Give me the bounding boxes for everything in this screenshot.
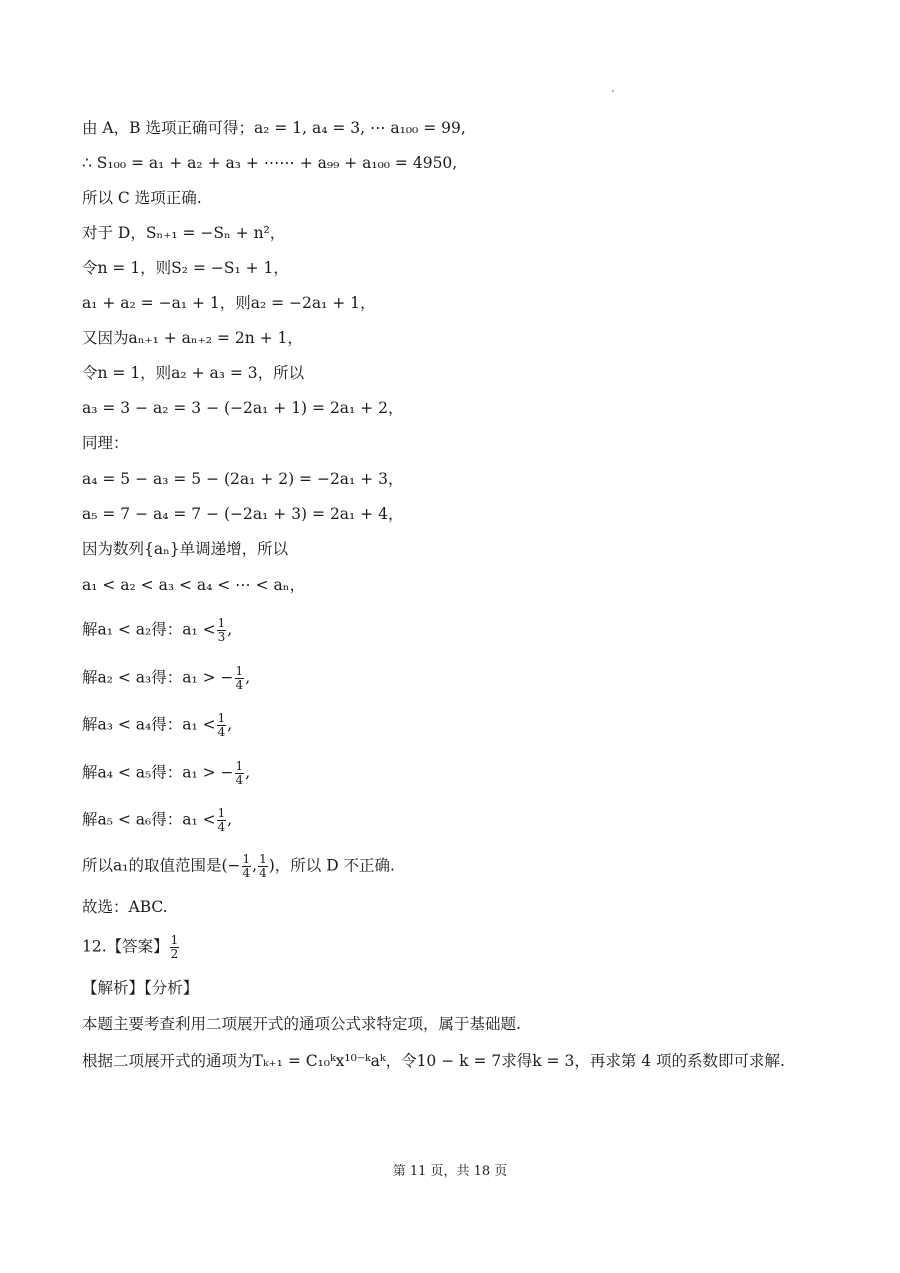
- scan-speck: [612, 90, 614, 92]
- fraction-numerator: 1: [217, 806, 226, 820]
- fraction-denominator: 4: [235, 773, 244, 787]
- analysis-header: 【解析】【分析】: [82, 979, 199, 997]
- text-line: 同理：: [82, 434, 129, 452]
- solve-prefix: 解a₃ < a₄得：a₁ <: [82, 715, 216, 734]
- text-line: 令n = 1，则a₂ + a₃ = 3，所以: [82, 364, 305, 382]
- fraction-denominator: 2: [170, 947, 179, 961]
- fraction: [217, 807, 227, 834]
- fraction: [235, 760, 245, 787]
- solve-line: [82, 807, 232, 834]
- text-line: 令n = 1，则S₂ = −S₁ + 1，: [82, 259, 289, 277]
- fraction: [258, 853, 268, 880]
- solve-line: [82, 665, 250, 692]
- solve-line: [82, 712, 232, 739]
- question-12-answer: [82, 934, 180, 961]
- solve-prefix: 解a₁ < a₂得：a₁ <: [82, 620, 216, 639]
- fraction-numerator: 1: [259, 852, 267, 866]
- analysis-text: 本题主要考查利用二项展开式的通项公式求特定项，属于基础题.: [82, 1015, 521, 1033]
- page-footer: 第 11 页，共 18 页: [392, 1164, 508, 1179]
- solve-suffix: ,: [245, 668, 251, 687]
- fraction: [217, 617, 227, 644]
- solve-suffix: ,: [227, 715, 233, 734]
- text-line: 由 A，B 选项正确可得；a₂ = 1, a₄ = 3, ⋯ a₁₀₀ = 99,: [82, 119, 466, 137]
- solve-suffix: ,: [227, 620, 233, 639]
- solve-suffix: ,: [227, 810, 233, 829]
- solve-prefix: 解a₅ < a₆得：a₁ <: [82, 810, 216, 829]
- fraction-denominator: 4: [235, 678, 244, 692]
- fraction-denominator: 4: [242, 866, 251, 880]
- text-line: 因为数列{aₙ}单调递增，所以: [82, 540, 289, 558]
- text-line: a₁ + a₂ = −a₁ + 1，则a₂ = −2a₁ + 1，: [82, 294, 376, 312]
- analysis-text: 根据二项展开式的通项为Tₖ₊₁ = C₁₀ᵏx¹⁰⁻ᵏaᵏ，令10 − k = 7求得k = 3，再求第 4 项的系数即可求解.: [82, 1052, 785, 1070]
- fraction-denominator: 3: [217, 630, 226, 644]
- fraction-numerator: 1: [217, 616, 226, 630]
- solve-suffix: ,: [245, 763, 251, 782]
- solve-prefix: 解a₄ < a₅得：a₁ > −: [82, 763, 234, 782]
- range-prefix: 所以a₁的取值范围是(−: [82, 856, 241, 875]
- fraction-numerator: 1: [170, 933, 179, 947]
- text-line: 又因为aₙ₊₁ + aₙ₊₂ = 2n + 1，: [82, 329, 303, 347]
- range-suffix: )，所以 D 不正确.: [268, 856, 395, 875]
- solve-prefix: 解a₂ < a₃得：a₁ > −: [82, 668, 234, 687]
- text-line: a₁ < a₂ < a₃ < a₄ < ⋯ < aₙ，: [82, 576, 305, 594]
- fraction: [170, 934, 180, 961]
- fraction-denominator: 4: [217, 725, 226, 739]
- text-line: a₃ = 3 − a₂ = 3 − (−2a₁ + 1) = 2a₁ + 2，: [82, 399, 404, 417]
- answer-label: 12.【答案】: [82, 937, 169, 956]
- fraction-denominator: 4: [259, 866, 267, 880]
- fraction-numerator: 1: [235, 759, 244, 773]
- fraction-denominator: 4: [217, 820, 226, 834]
- range-line: [82, 853, 395, 880]
- range-separator: ,: [252, 856, 258, 875]
- text-line: a₄ = 5 − a₃ = 5 − (2a₁ + 2) = −2a₁ + 3，: [82, 470, 404, 488]
- fraction: [217, 712, 227, 739]
- fraction-numerator: 1: [235, 664, 244, 678]
- answer-choice: 故选：ABC.: [82, 898, 168, 916]
- fraction-numerator: 1: [242, 852, 251, 866]
- solve-line: [82, 617, 232, 644]
- fraction: [235, 665, 245, 692]
- fraction-numerator: 1: [217, 711, 226, 725]
- text-line: 所以 C 选项正确.: [82, 189, 202, 207]
- text-line: a₅ = 7 − a₄ = 7 − (−2a₁ + 3) = 2a₁ + 4，: [82, 505, 404, 523]
- text-line: ∴ S₁₀₀ = a₁ + a₂ + a₃ + ⋯⋯ + a₉₉ + a₁₀₀ = 4950,: [82, 154, 458, 172]
- solve-line: [82, 760, 250, 787]
- fraction: [242, 853, 252, 880]
- text-line: 对于 D，Sₙ₊₁ = −Sₙ + n²，: [82, 224, 286, 242]
